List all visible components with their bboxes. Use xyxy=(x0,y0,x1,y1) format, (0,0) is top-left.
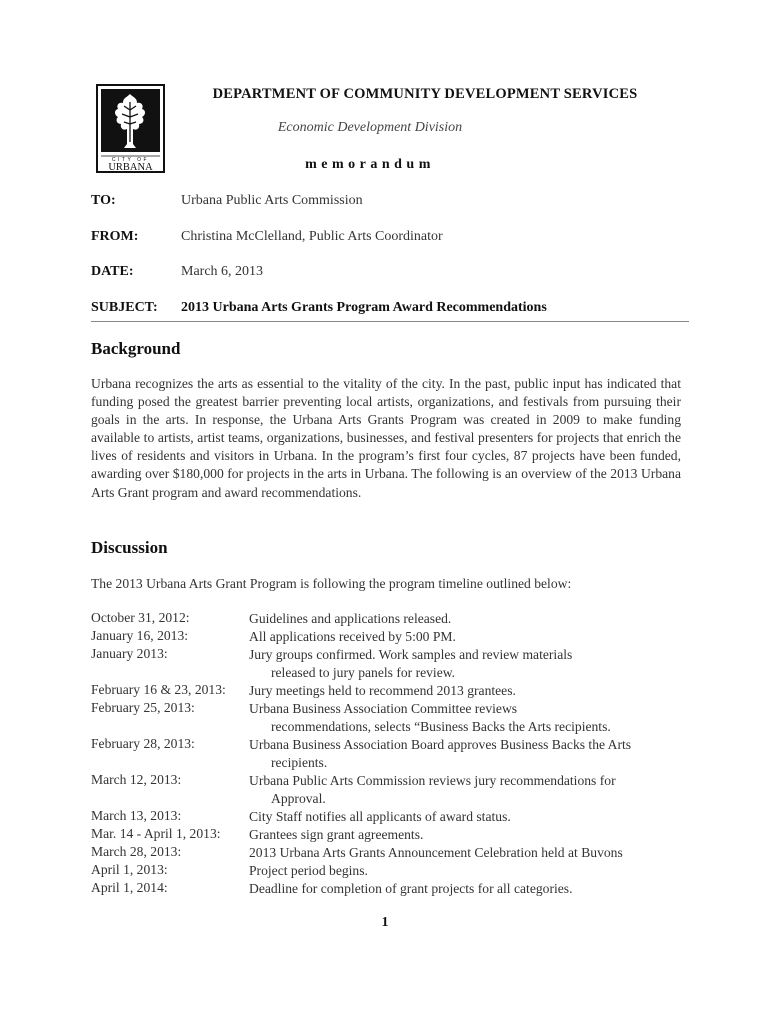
timeline-description xyxy=(249,736,689,772)
timeline-description xyxy=(249,682,689,700)
timeline-description xyxy=(249,844,689,862)
division-subtitle: Economic Development Division xyxy=(277,120,463,135)
timeline-description xyxy=(249,808,689,826)
timeline-date: April 1, 2013: xyxy=(91,862,168,877)
date-label: DATE: xyxy=(91,264,134,279)
timeline-description-text: Jury meetings held to recommend 2013 grantees. xyxy=(249,683,516,698)
to-label: TO: xyxy=(91,193,116,208)
timeline-date: February 28, 2013: xyxy=(91,736,195,751)
page-number: 1 xyxy=(381,915,389,930)
department-title: DEPARTMENT OF COMMUNITY DEVELOPMENT SERVICES xyxy=(212,86,638,102)
subject-value: 2013 Urbana Arts Grants Program Award Recommendations xyxy=(181,300,547,315)
date-value: March 6, 2013 xyxy=(181,264,264,279)
timeline-description-text: Jury groups confirmed. Work samples and review materials xyxy=(249,647,573,662)
timeline-description-continued: Approval. xyxy=(271,790,326,806)
timeline-description xyxy=(249,610,689,628)
timeline-date: October 31, 2012: xyxy=(91,610,190,625)
background-paragraph: Urbana recognizes the arts as essential to the vitality of the city. In the past, public input has indicated that funding posed the greatest barrier preventing local artists, organizations, and festivals from pursuing their goals in the arts. In response, the Urbana Arts Grants Program was created in 2009 to make funding available to artists, artist teams, organizations, businesses, and festival presenters for projects that enrich the lives of residents and visitors in Urbana. In the program’s first four cycles, 87 projects have been funded, awarding over $180,000 for projects in the arts in Urbana. The following is an overview of the 2013 Urbana Arts Grant program and award recommendations. xyxy=(91,376,681,500)
to-value: Urbana Public Arts Commission xyxy=(181,193,363,208)
timeline-date: April 1, 2014: xyxy=(91,880,168,895)
timeline-description-text: Urbana Business Association Committee reviews xyxy=(249,701,518,716)
logo-city-of-text: CITY OF xyxy=(111,157,150,163)
discussion-heading: Discussion xyxy=(91,538,168,557)
city-of-urbana-logo xyxy=(96,84,165,173)
from-label: FROM: xyxy=(91,229,139,244)
timeline-description-continued: released to jury panels for review. xyxy=(271,664,456,680)
memorandum-label: memorandum xyxy=(305,157,435,172)
timeline-date: January 16, 2013: xyxy=(91,628,189,643)
timeline-description xyxy=(249,826,689,844)
header-divider xyxy=(91,321,689,322)
timeline-description-continued: recipients. xyxy=(271,754,328,770)
subject-label: SUBJECT: xyxy=(91,300,158,315)
timeline-description-text: Project period begins. xyxy=(249,863,368,878)
background-heading: Background xyxy=(91,339,181,358)
timeline-description-text: All applications received by 5:00 PM. xyxy=(249,629,456,644)
timeline-description-text: City Staff notifies all applicants of award status. xyxy=(249,809,511,824)
timeline-date: March 28, 2013: xyxy=(91,844,182,859)
timeline-description-text: 2013 Urbana Arts Grants Announcement Celebration held at Buvons xyxy=(249,845,623,860)
timeline-date: March 13, 2013: xyxy=(91,808,182,823)
timeline-description-text: Deadline for completion of grant projects for all categories. xyxy=(249,881,573,896)
timeline-date: March 12, 2013: xyxy=(91,772,182,787)
timeline-description-continued: recommendations, selects “Business Backs the Arts recipients. xyxy=(271,718,611,734)
timeline-description-text: Urbana Public Arts Commission reviews jury recommendations for xyxy=(249,773,616,788)
timeline-description xyxy=(249,880,689,898)
timeline-date: January 2013: xyxy=(91,646,168,661)
timeline-date: February 16 & 23, 2013: xyxy=(91,682,226,697)
discussion-intro: The 2013 Urbana Arts Grant Program is following the program timeline outlined below: xyxy=(91,576,572,591)
timeline-description xyxy=(249,772,689,808)
timeline-date: February 25, 2013: xyxy=(91,700,195,715)
timeline-description xyxy=(249,862,689,880)
logo-urbana-text: URBANA xyxy=(108,162,153,173)
timeline-description xyxy=(249,646,689,682)
timeline-description-text: Guidelines and applications released. xyxy=(249,611,452,626)
timeline-description-text: Urbana Business Association Board approves Business Backs the Arts xyxy=(249,737,632,752)
timeline-date: Mar. 14 - April 1, 2013: xyxy=(91,826,221,841)
timeline-description xyxy=(249,700,689,736)
from-value: Christina McClelland, Public Arts Coordinator xyxy=(181,229,443,244)
timeline-description-text: Grantees sign grant agreements. xyxy=(249,827,424,842)
timeline-description xyxy=(249,628,689,646)
